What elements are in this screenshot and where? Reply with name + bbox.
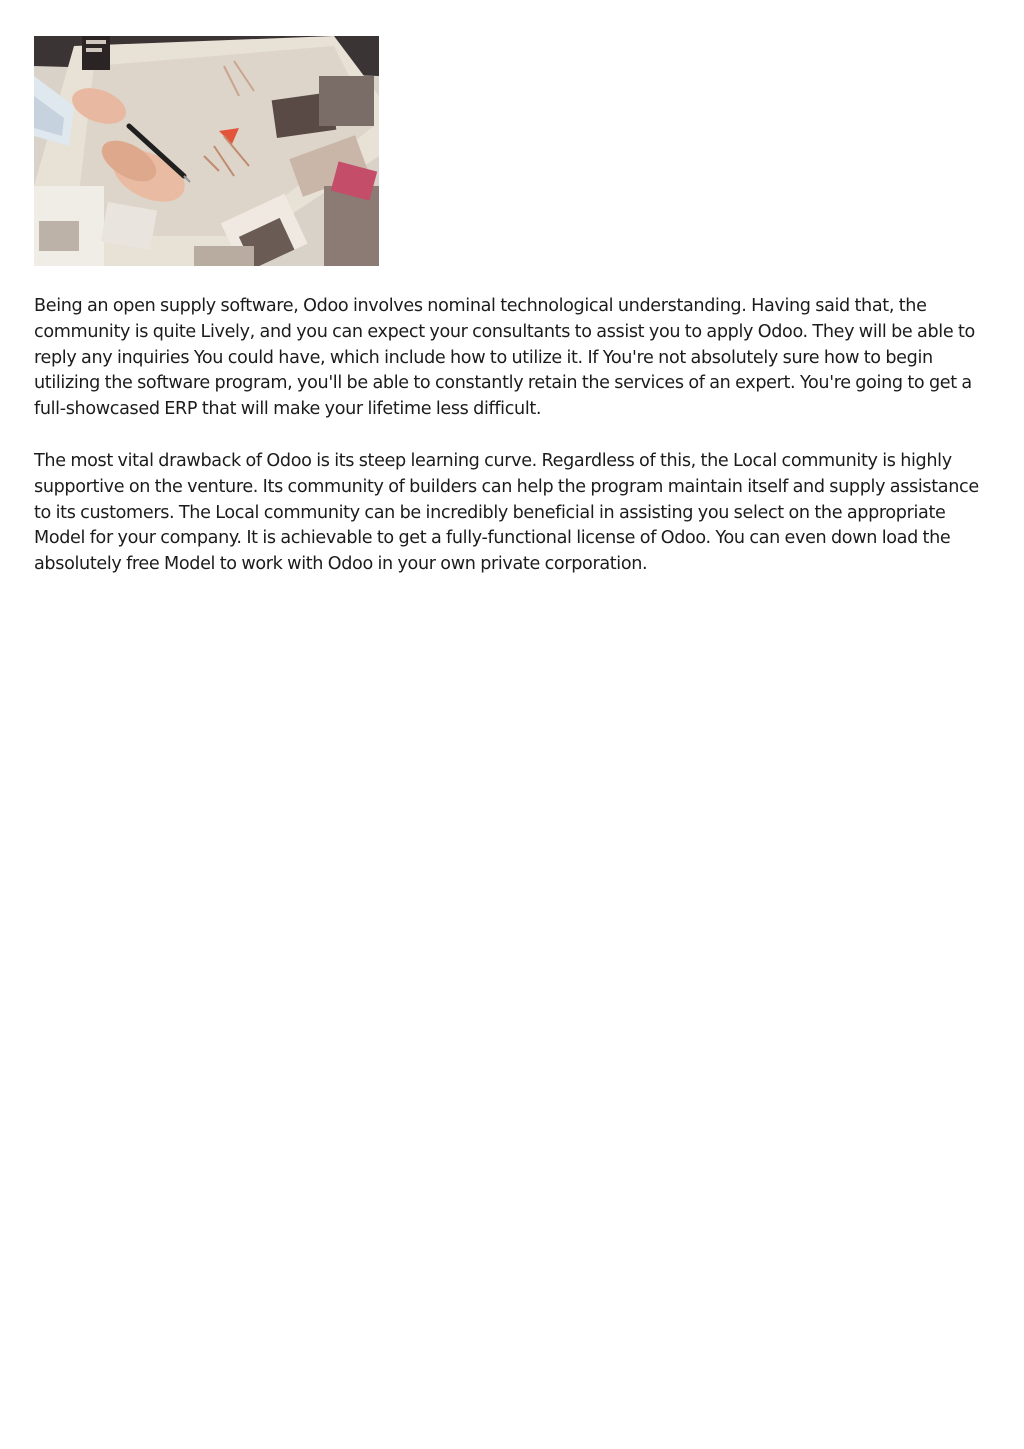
paragraph-2: The most vital drawback of Odoo is its steep learning curve. Regardless of this, the Local community is highly supportive on the venture. Its community of builders can help the program maintain itself and supply assistance to its customers. The Local community can be incredibly beneficial in assisting you select on the appropriate Model for your company. It is achievable to get a fully-functional license of Odoo. You can even down load the absolutely free Model to work with Odoo in your own private corporation.: [34, 450, 979, 575]
collage-photo-illustration: [34, 36, 379, 266]
article-body: [34, 294, 994, 604]
hero-photo: [34, 36, 379, 266]
paragraph-1: Being an open supply software, Odoo involves nominal technological understanding. Having said that, the community is quite Lively, and you can expect your consultants to assist you to apply Odoo. They will be able to reply any inquiries You could have, which include how to utilize it. If You're not absolutely sure how to begin utilizing the software program, you'll be able to constantly retain the services of an expert. You're going to get a full-showcased ERP that will make your lifetime less difficult.: [34, 296, 975, 420]
